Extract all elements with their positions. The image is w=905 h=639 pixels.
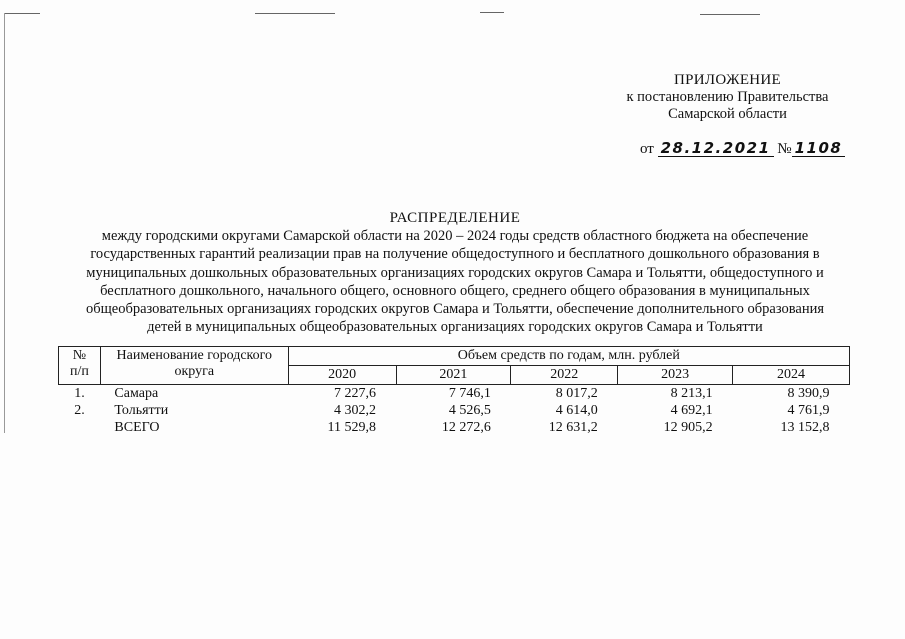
scan-artifact-line: [4, 13, 40, 14]
decree-number: 1108: [792, 140, 846, 157]
row-value: 7 746,1: [448, 385, 491, 401]
heading-line: муниципальных дошкольных образовательных организациях городских округов Самара и Тольятти, общедоступного и: [86, 264, 824, 281]
appendix-line: к постановлению Правительства: [626, 89, 829, 105]
row-value: 13 152,8: [780, 419, 830, 435]
row-value: 8 213,1: [670, 385, 713, 401]
appendix-title: ПРИЛОЖЕНИЕ: [673, 72, 782, 88]
decree-date-prefix: от: [640, 141, 654, 157]
row-value: 7 227,6: [334, 385, 376, 401]
table-row: [59, 385, 850, 403]
row-index: 1.: [74, 385, 85, 401]
scan-artifact-line: [255, 13, 335, 14]
row-value: 11 529,8: [327, 419, 376, 435]
decree-number-prefix: №: [777, 141, 792, 157]
row-value: 4 614,0: [555, 402, 598, 418]
decree-reference: [640, 140, 845, 158]
document-heading: [60, 209, 850, 336]
appendix-line: Самарской области: [668, 106, 787, 122]
row-value: 8 390,9: [787, 385, 830, 401]
header-volume-group: Объем средств по годам, млн. рублей: [288, 347, 849, 366]
document-title: РАСПРЕДЕЛЕНИЕ: [389, 210, 521, 226]
row-value: 4 526,5: [448, 402, 491, 418]
table-row-total: [59, 419, 850, 436]
row-value: 4 302,2: [334, 402, 376, 418]
row-value: 12 905,2: [663, 419, 713, 435]
row-value: 12 631,2: [548, 419, 598, 435]
heading-line: бесплатного дошкольного, начального общего, основного общего, среднего общего образования в муниципальных: [100, 282, 810, 299]
heading-line: государственных гарантий реализации прав на получение общедоступного и бесплатного дошкольного образования в: [90, 246, 820, 263]
row-value: 8 017,2: [555, 385, 598, 401]
heading-line: общеобразовательных организациях городских округов Самара и Тольятти, обеспечение дополнительного образования: [85, 301, 825, 318]
heading-line: детей в муниципальных общеобразовательных организациях городских округов Самара и Тольятти: [147, 319, 763, 336]
table-row: [59, 402, 850, 419]
row-district-name: ВСЕГО: [114, 419, 160, 435]
row-value: 4 761,9: [787, 402, 830, 418]
header-year: 2022: [511, 366, 618, 385]
row-value: 4 692,1: [670, 402, 713, 418]
scan-artifact-line: [700, 14, 760, 15]
appendix-block: [560, 72, 895, 123]
row-index: 2.: [74, 402, 85, 418]
scan-artifact-line: [4, 13, 5, 433]
header-district-name: Наименование городского округа: [100, 347, 288, 385]
scan-artifact-line: [480, 12, 504, 13]
row-index: [59, 419, 101, 436]
header-year: 2023: [618, 366, 733, 385]
row-value: 12 272,6: [441, 419, 491, 435]
row-district-name: Самара: [114, 385, 159, 401]
header-year: 2021: [396, 366, 511, 385]
header-year: 2024: [733, 366, 850, 385]
heading-line: между городскими округами Самарской области на 2020 – 2024 годы средств областного бюджета на обеспечение: [101, 228, 809, 245]
header-year: 2020: [288, 366, 396, 385]
header-index: № п/п: [59, 347, 101, 385]
row-district-name: Тольятти: [114, 402, 169, 418]
distribution-table: [58, 346, 850, 436]
decree-date: 28.12.2021: [658, 140, 774, 157]
